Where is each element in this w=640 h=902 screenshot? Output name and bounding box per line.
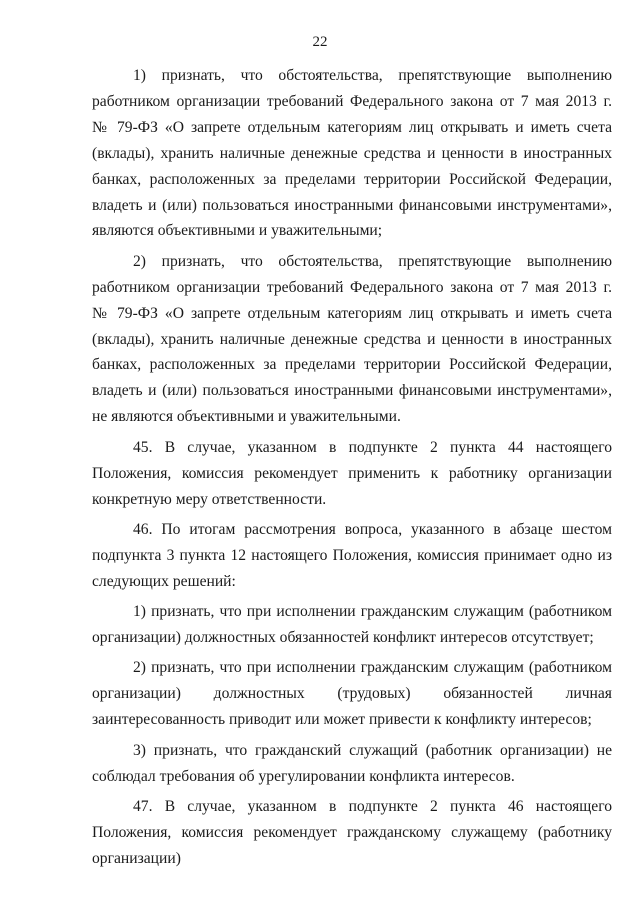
- paragraph-item-46-option-3: 3) признать, что гражданский служащий (работник организации) не соблюдал требования об урегулировании конфликта интересов.: [92, 741, 612, 785]
- page-number: 22: [312, 34, 328, 50]
- paragraph-clause-2-not-objective: 2) признать, что обстоятельства, препятствующие выполнению работником организации требований Федерального закона от 7 мая 2013 г. № 79-ФЗ «О запрете отдельным категориям лиц открывать и иметь счета (вклады), хранить наличные денежные средства и ценности в иностранных банках, расположенных за пределами территории Российской Федерации, владеть и (или) пользоваться иностранными финансовыми инструментами», не являются объективными и уважительными.: [92, 252, 612, 426]
- paragraph-item-46: 46. По итогам рассмотрения вопроса, указанного в абзаце шестом подпункта 3 пункта 12 настоящего Положения, комиссия принимает одно из следующих решений:: [92, 520, 612, 590]
- paragraph-clause-1-objective: 1) признать, что обстоятельства, препятствующие выполнению работником организации требований Федерального закона от 7 мая 2013 г. № 79-ФЗ «О запрете отдельным категориям лиц открывать и иметь счета (вклады), хранить наличные денежные средства и ценности в иностранных банках, расположенных за пределами территории Российской Федерации, владеть и (или) пользоваться иностранными финансовыми инструментами», являются объективными и уважительными;: [92, 67, 612, 240]
- paragraph-item-45: 45. В случае, указанном в подпункте 2 пункта 44 настоящего Положения, комиссия рекомендует применить к работнику организации конкретную меру ответственности.: [92, 438, 612, 508]
- paragraph-item-47: 47. В случае, указанном в подпункте 2 пункта 46 настоящего Положения, комиссия рекомендует гражданскому служащему (работнику организации): [92, 797, 612, 867]
- document-body: [92, 63, 612, 876]
- paragraph-item-46-option-1: 1) признать, что при исполнении гражданским служащим (работником организации) должностных обязанностей конфликт интересов отсутствует;: [92, 603, 612, 647]
- paragraph-item-46-option-2: 2) признать, что при исполнении гражданским служащим (работником организации) должностных (трудовых) обязанностей личная заинтересованность приводит или может привести к конфликту интересов;: [92, 659, 612, 729]
